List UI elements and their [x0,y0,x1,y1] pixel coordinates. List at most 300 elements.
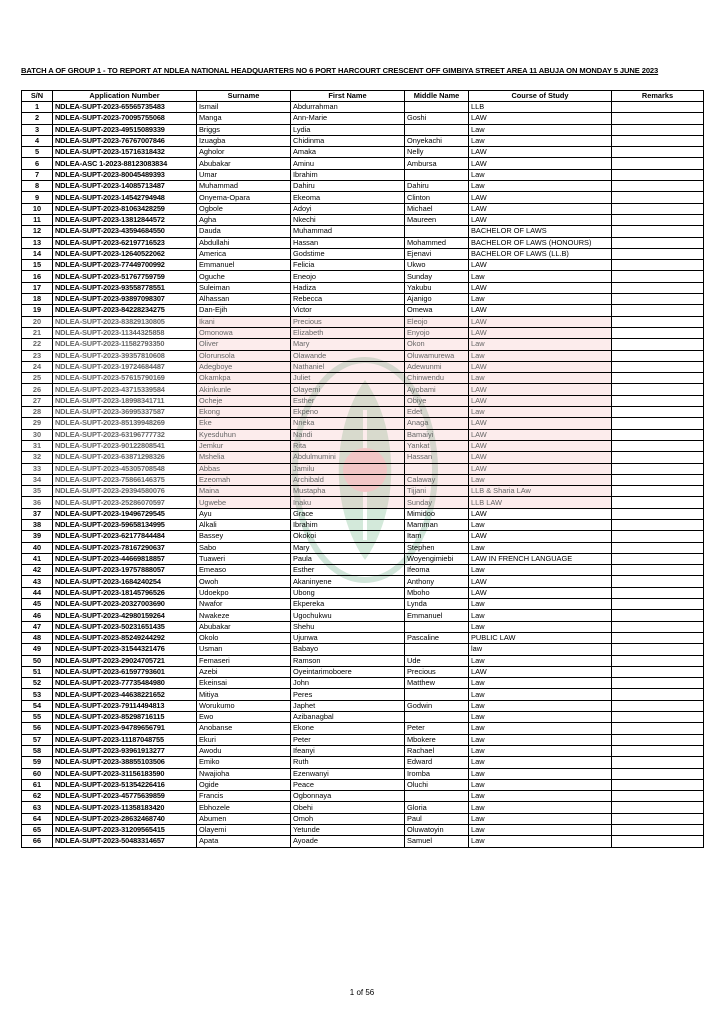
cell-first-name: Amaka [291,147,405,158]
cell-sn: 35 [22,486,53,497]
cell-remarks [612,768,704,779]
cell-application-number: NDLEA-SUPT-2023-45305708548 [53,463,197,474]
cell-application-number: NDLEA-SUPT-2023-45775639859 [53,791,197,802]
cell-middle-name: Mamman [405,519,469,530]
personnel-table [21,90,704,848]
cell-middle-name: Maureen [405,214,469,225]
cell-course-of-study: Law [469,135,612,146]
cell-remarks [612,587,704,598]
cell-first-name: Ifeanyi [291,745,405,756]
cell-course-of-study: Law [469,169,612,180]
table-row [22,135,704,146]
cell-course-of-study: Law [469,836,612,847]
cell-remarks [612,791,704,802]
table-row [22,723,704,734]
cell-middle-name: Ajanigo [405,294,469,305]
cell-course-of-study: Law [469,678,612,689]
cell-first-name: Eneojo [291,271,405,282]
cell-surname: Briggs [197,124,291,135]
cell-sn: 17 [22,282,53,293]
cell-sn: 33 [22,463,53,474]
table-body [22,102,704,848]
cell-remarks [612,102,704,113]
cell-first-name: Paula [291,553,405,564]
cell-application-number: NDLEA-SUPT-2023-62177844484 [53,531,197,542]
cell-application-number: NDLEA-SUPT-2023-77449700992 [53,260,197,271]
table-row [22,248,704,259]
cell-surname: Ekeinsai [197,678,291,689]
cell-sn: 51 [22,666,53,677]
cell-course-of-study: LAW [469,305,612,316]
cell-sn: 16 [22,271,53,282]
cell-application-number: NDLEA-SUPT-2023-44669818857 [53,553,197,564]
cell-middle-name: Eleojo [405,316,469,327]
cell-course-of-study: LAW [469,440,612,451]
cell-remarks [612,836,704,847]
cell-first-name: Esther [291,395,405,406]
cell-application-number: NDLEA-SUPT-2023-85139948269 [53,418,197,429]
cell-course-of-study: LAW [469,395,612,406]
cell-application-number: NDLEA-SUPT-2023-11187048755 [53,734,197,745]
cell-course-of-study: LAW [469,192,612,203]
cell-remarks [612,745,704,756]
cell-remarks [612,135,704,146]
cell-application-number: NDLEA-SUPT-2023-63196777732 [53,429,197,440]
cell-surname: Agholor [197,147,291,158]
cell-sn: 60 [22,768,53,779]
cell-course-of-study: LAW [469,384,612,395]
cell-sn: 8 [22,181,53,192]
cell-application-number: NDLEA-SUPT-2023-43594684550 [53,226,197,237]
cell-sn: 62 [22,791,53,802]
cell-remarks [612,632,704,643]
cell-remarks [612,452,704,463]
cell-course-of-study: LAW [469,418,612,429]
cell-surname: Ikani [197,316,291,327]
cell-application-number: NDLEA-SUPT-2023-93961913277 [53,745,197,756]
cell-course-of-study: Law [469,339,612,350]
cell-sn: 1 [22,102,53,113]
cell-application-number: NDLEA-SUPT-2023-19724684487 [53,361,197,372]
cell-course-of-study: Law [469,700,612,711]
cell-first-name: Muhammad [291,226,405,237]
cell-sn: 41 [22,553,53,564]
cell-remarks [612,463,704,474]
cell-surname: Oguche [197,271,291,282]
cell-application-number: NDLEA-SUPT-2023-77735484980 [53,678,197,689]
table-row [22,779,704,790]
cell-middle-name [405,463,469,474]
cell-remarks [612,407,704,418]
cell-first-name: Godstime [291,248,405,259]
cell-first-name: Ujunwa [291,632,405,643]
cell-application-number: NDLEA-SUPT-2023-39357810608 [53,350,197,361]
cell-first-name: Akaninyene [291,576,405,587]
cell-remarks [612,531,704,542]
cell-first-name: Adoyi [291,203,405,214]
table-row [22,689,704,700]
cell-first-name: Elizabeth [291,327,405,338]
cell-surname: Ogbole [197,203,291,214]
cell-surname: Abubakar [197,158,291,169]
cell-middle-name [405,644,469,655]
cell-application-number: NDLEA-SUPT-2023-51767759759 [53,271,197,282]
col-header-application-number: Application Number [53,91,197,102]
cell-first-name: Abdurrahman [291,102,405,113]
table-row [22,294,704,305]
cell-first-name: Ubong [291,587,405,598]
cell-first-name: Nneka [291,418,405,429]
cell-surname: Onyema-Opara [197,192,291,203]
cell-remarks [612,712,704,723]
cell-application-number: NDLEA-SUPT-2023-13812844572 [53,214,197,225]
cell-remarks [612,678,704,689]
cell-first-name: Peace [291,779,405,790]
cell-course-of-study: LAW [469,158,612,169]
cell-sn: 40 [22,542,53,553]
cell-middle-name: Obiye [405,395,469,406]
cell-first-name: Olawande [291,350,405,361]
cell-surname: Agha [197,214,291,225]
cell-application-number: NDLEA-SUPT-2023-76767007846 [53,135,197,146]
cell-remarks [612,282,704,293]
cell-course-of-study: LAW [469,327,612,338]
cell-middle-name: Onyekachi [405,135,469,146]
cell-course-of-study: LAW [469,113,612,124]
cell-first-name: Nathaniel [291,361,405,372]
cell-middle-name [405,621,469,632]
cell-course-of-study: LAW [469,260,612,271]
table-row [22,113,704,124]
cell-surname: Okolo [197,632,291,643]
table-row [22,519,704,530]
cell-middle-name: Mbokere [405,734,469,745]
cell-first-name: Peres [291,689,405,700]
cell-sn: 38 [22,519,53,530]
cell-sn: 42 [22,565,53,576]
table-row [22,327,704,338]
cell-middle-name [405,169,469,180]
cell-surname: Usman [197,644,291,655]
cell-middle-name: Precious [405,666,469,677]
cell-middle-name: Emmanuel [405,610,469,621]
cell-application-number: NDLEA-SUPT-2023-85249244292 [53,632,197,643]
cell-sn: 57 [22,734,53,745]
cell-first-name: Ekpereka [291,599,405,610]
cell-surname: America [197,248,291,259]
cell-surname: Abumen [197,813,291,824]
cell-surname: Ekuri [197,734,291,745]
cell-first-name: Ibrahim [291,519,405,530]
cell-remarks [612,734,704,745]
cell-remarks [612,655,704,666]
cell-first-name: Rebecca [291,294,405,305]
cell-remarks [612,350,704,361]
table-row [22,147,704,158]
cell-middle-name [405,102,469,113]
cell-first-name: Victor [291,305,405,316]
cell-course-of-study: BACHELOR OF LAWS (HONOURS) [469,237,612,248]
cell-remarks [612,802,704,813]
cell-course-of-study: law [469,644,612,655]
cell-middle-name: Yakubu [405,282,469,293]
cell-application-number: NDLEA-SUPT-2023-15716318432 [53,147,197,158]
cell-middle-name: Sunday [405,271,469,282]
cell-course-of-study: Law [469,712,612,723]
cell-remarks [612,158,704,169]
cell-application-number: NDLEA-SUPT-2023-11344325858 [53,327,197,338]
cell-application-number: NDLEA-SUPT-2023-70095755068 [53,113,197,124]
cell-application-number: NDLEA-ASC 1-2023-88123083834 [53,158,197,169]
table-row [22,102,704,113]
table-row [22,260,704,271]
cell-sn: 24 [22,361,53,372]
cell-course-of-study: LAW [469,361,612,372]
cell-course-of-study: Law [469,181,612,192]
cell-remarks [612,644,704,655]
cell-remarks [612,203,704,214]
cell-remarks [612,565,704,576]
cell-remarks [612,723,704,734]
table-row [22,508,704,519]
cell-application-number: NDLEA-SUPT-2023-75866146375 [53,474,197,485]
cell-first-name: Mary [291,339,405,350]
cell-course-of-study: Law [469,124,612,135]
cell-sn: 18 [22,294,53,305]
cell-middle-name: Calaway [405,474,469,485]
cell-surname: Apata [197,836,291,847]
cell-course-of-study: Law [469,542,612,553]
table-row [22,666,704,677]
cell-remarks [612,779,704,790]
cell-application-number: NDLEA-SUPT-2023-79114494813 [53,700,197,711]
cell-first-name: Nkechi [291,214,405,225]
cell-first-name: Ibrahim [291,169,405,180]
cell-first-name: Ruth [291,757,405,768]
cell-course-of-study: LAW [469,576,612,587]
cell-surname: Kyesduhun [197,429,291,440]
cell-course-of-study: BACHELOR OF LAWS [469,226,612,237]
cell-middle-name: Samuel [405,836,469,847]
cell-surname: Akinkunle [197,384,291,395]
cell-course-of-study: LAW [469,666,612,677]
cell-course-of-study: LAW [469,508,612,519]
cell-course-of-study: LLB [469,102,612,113]
table-row [22,497,704,508]
cell-sn: 29 [22,418,53,429]
table-row [22,203,704,214]
cell-course-of-study: Law [469,757,612,768]
cell-middle-name: Ayobami [405,384,469,395]
cell-surname: Ezeomah [197,474,291,485]
cell-middle-name: Oluchi [405,779,469,790]
cell-application-number: NDLEA-SUPT-2023-1684240254 [53,576,197,587]
cell-sn: 6 [22,158,53,169]
cell-remarks [612,825,704,836]
cell-surname: Emeaso [197,565,291,576]
cell-sn: 14 [22,248,53,259]
table-row [22,836,704,847]
cell-surname: Adegboye [197,361,291,372]
cell-remarks [612,214,704,225]
cell-course-of-study: LAW [469,147,612,158]
cell-middle-name [405,226,469,237]
cell-surname: Ismail [197,102,291,113]
cell-remarks [612,260,704,271]
cell-sn: 13 [22,237,53,248]
cell-course-of-study: LAW [469,214,612,225]
cell-middle-name: Matthew [405,678,469,689]
table-row [22,440,704,451]
cell-application-number: NDLEA-SUPT-2023-19496729545 [53,508,197,519]
table-row [22,745,704,756]
cell-remarks [612,113,704,124]
cell-surname: Oliver [197,339,291,350]
table-row [22,407,704,418]
cell-surname: Femaseri [197,655,291,666]
cell-first-name: Mary [291,542,405,553]
cell-middle-name: Gloria [405,802,469,813]
cell-remarks [612,689,704,700]
cell-remarks [612,395,704,406]
cell-course-of-study: Law [469,373,612,384]
cell-course-of-study: Law [469,802,612,813]
cell-sn: 12 [22,226,53,237]
cell-surname: Omonowa [197,327,291,338]
cell-course-of-study: PUBLIC LAW [469,632,612,643]
cell-application-number: NDLEA-SUPT-2023-85298716115 [53,712,197,723]
cell-sn: 23 [22,350,53,361]
cell-first-name: Oyeintarimoboere [291,666,405,677]
cell-sn: 53 [22,689,53,700]
cell-remarks [612,813,704,824]
cell-remarks [612,418,704,429]
cell-application-number: NDLEA-SUPT-2023-83829130805 [53,316,197,327]
cell-first-name: Precious [291,316,405,327]
cell-middle-name: Pascaline [405,632,469,643]
cell-remarks [612,474,704,485]
cell-application-number: NDLEA-SUPT-2023-61597793601 [53,666,197,677]
cell-course-of-study: LAW [469,203,612,214]
table-row [22,192,704,203]
cell-middle-name: Edet [405,407,469,418]
cell-remarks [612,327,704,338]
cell-remarks [612,700,704,711]
cell-application-number: NDLEA-SUPT-2023-38855103506 [53,757,197,768]
cell-remarks [612,316,704,327]
cell-sn: 25 [22,373,53,384]
col-header-course-of-study: Course of Study [469,91,612,102]
cell-surname: Umar [197,169,291,180]
cell-surname: Ugwebe [197,497,291,508]
cell-course-of-study: Law [469,825,612,836]
cell-course-of-study: BACHELOR OF LAWS (LL.B) [469,248,612,259]
cell-course-of-study: Law [469,621,612,632]
cell-middle-name: Rachael [405,745,469,756]
cell-sn: 30 [22,429,53,440]
cell-middle-name: Ude [405,655,469,666]
cell-application-number: NDLEA-SUPT-2023-14542794948 [53,192,197,203]
cell-application-number: NDLEA-SUPT-2023-42980159264 [53,610,197,621]
cell-middle-name: Itam [405,531,469,542]
cell-sn: 22 [22,339,53,350]
cell-remarks [612,757,704,768]
cell-surname: Francis [197,791,291,802]
cell-first-name: Nandi [291,429,405,440]
cell-course-of-study: LAW IN FRENCH LANGUAGE [469,553,612,564]
cell-middle-name: Woyengimiebi [405,553,469,564]
cell-surname: Bassey [197,531,291,542]
cell-application-number: NDLEA-SUPT-2023-20327003690 [53,599,197,610]
cell-surname: Mitiya [197,689,291,700]
cell-middle-name [405,712,469,723]
cell-surname: Owoh [197,576,291,587]
table-row [22,316,704,327]
cell-application-number: NDLEA-SUPT-2023-29394580076 [53,486,197,497]
table-row [22,429,704,440]
cell-first-name: Ogbonnaya [291,791,405,802]
table-row [22,305,704,316]
cell-first-name: Azibanagbal [291,712,405,723]
cell-surname: Ewo [197,712,291,723]
document-heading: BATCH A OF GROUP 1 - TO REPORT AT NDLEA NATIONAL HEADQUARTERS NO 6 PORT HARCOURT CRESCENT OFF GIMBIYA STREET AREA 11 ABUJA ON MONDAY 5 JUNE 2023 [21,66,659,75]
cell-application-number: NDLEA-SUPT-2023-84228234275 [53,305,197,316]
cell-surname: Maina [197,486,291,497]
cell-surname: Azebi [197,666,291,677]
table-row [22,655,704,666]
cell-middle-name: Chinwendu [405,373,469,384]
cell-course-of-study: LAW [469,282,612,293]
cell-sn: 64 [22,813,53,824]
cell-middle-name: Stephen [405,542,469,553]
cell-sn: 49 [22,644,53,655]
table-row [22,395,704,406]
cell-sn: 44 [22,587,53,598]
cell-sn: 50 [22,655,53,666]
cell-first-name: Dahiru [291,181,405,192]
table-row [22,350,704,361]
table-row [22,610,704,621]
col-header-sn: S/N [22,91,53,102]
cell-first-name: Abdulmumini [291,452,405,463]
table-row [22,802,704,813]
cell-application-number: NDLEA-SUPT-2023-80045489393 [53,169,197,180]
table-row [22,700,704,711]
cell-sn: 32 [22,452,53,463]
cell-surname: Abdullahi [197,237,291,248]
cell-first-name: Hassan [291,237,405,248]
cell-surname: Nwakeze [197,610,291,621]
table-row [22,474,704,485]
cell-sn: 48 [22,632,53,643]
cell-sn: 26 [22,384,53,395]
cell-sn: 55 [22,712,53,723]
cell-middle-name: Godwin [405,700,469,711]
cell-course-of-study: Law [469,565,612,576]
cell-surname: Ogide [197,779,291,790]
cell-course-of-study: LAW [469,429,612,440]
cell-surname: Dauda [197,226,291,237]
table-row [22,757,704,768]
table-row [22,361,704,372]
table-row [22,452,704,463]
table-row [22,271,704,282]
page-number: 1 of 56 [349,988,375,997]
cell-middle-name: Oluwamurewa [405,350,469,361]
cell-remarks [612,508,704,519]
cell-sn: 56 [22,723,53,734]
cell-sn: 27 [22,395,53,406]
